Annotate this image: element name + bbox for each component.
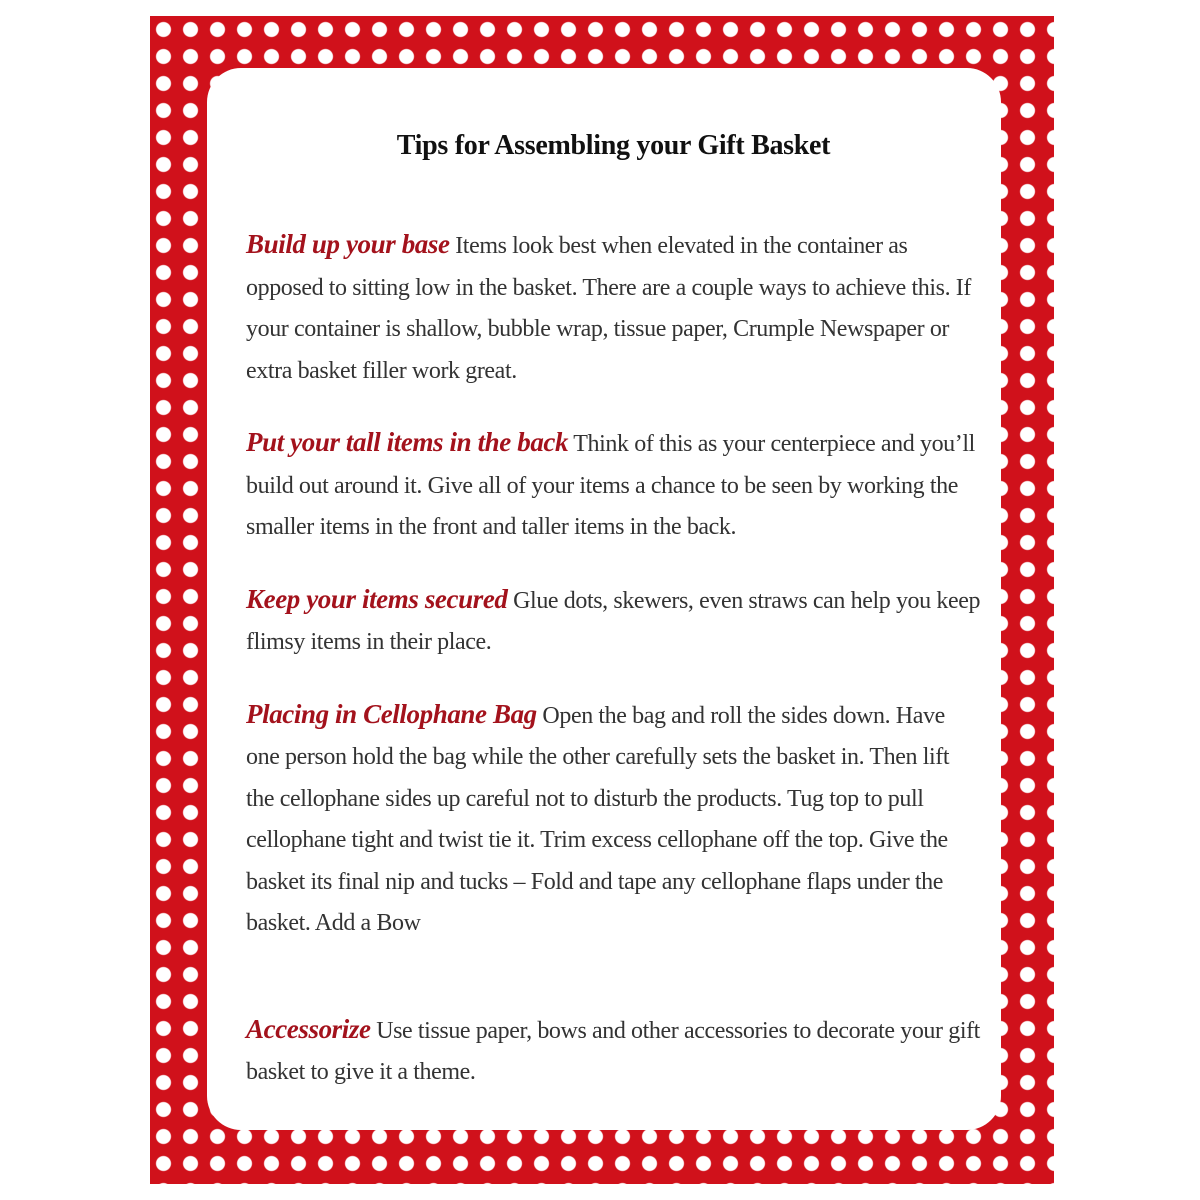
document-title: Tips for Assembling your Gift Basket	[396, 130, 831, 161]
tip-tall-items	[246, 422, 981, 549]
tip-body: Use tissue paper, bows and other accessories to decorate your gift basket to give it a theme.	[246, 1017, 980, 1085]
tip-body: Think of this as your centerpiece and you’ll build out around it. Give all of your items a chance to be seen by working the smaller items in the front and taller items in the back.	[246, 431, 975, 540]
tip-body: Open the bag and roll the sides down. Have one person hold the bag while the other carefully sets the basket in. Then lift the cellophane sides up careful not to disturb the products. Tug top to pull cellophane tight and twist tie it. Trim excess cellophane off the top. Give the basket its final nip and tucks – Fold and tape any cellophane flaps under the basket. Add a Bow	[246, 702, 950, 936]
tip-heading: Accessorize	[246, 1013, 371, 1044]
tip-heading: Placing in Cellophane Bag	[246, 698, 537, 729]
tip-items-secured	[246, 579, 981, 664]
tip-accessorize	[246, 1009, 981, 1094]
tip-heading: Put your tall items in the back	[246, 427, 569, 457]
tip-build-up-base	[246, 224, 981, 392]
tip-heading: Build up your base	[246, 229, 450, 259]
tip-body: Glue dots, skewers, even straws can help you keep flimsy items in their place.	[246, 587, 981, 655]
document-content	[246, 130, 981, 1094]
tip-body: Items look best when elevated in the container as opposed to sitting low in the basket. There are a couple ways to achieve this. If your container is shallow, bubble wrap, tissue paper, Crumple Newspaper or extra basket filler work great.	[246, 233, 971, 384]
tip-heading: Keep your items secured	[246, 583, 508, 614]
tip-cellophane-bag	[246, 694, 981, 945]
